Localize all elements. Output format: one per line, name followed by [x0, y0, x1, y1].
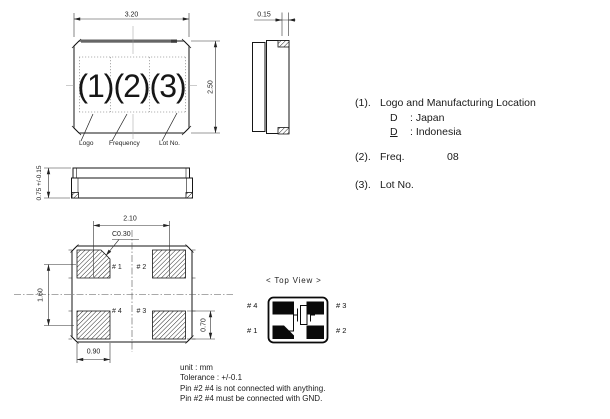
top-view	[269, 298, 328, 343]
dim-body-height: 2.50	[207, 80, 214, 94]
footnote-tolerance: Tolerance : +/-0.1	[180, 373, 243, 382]
top-pad-label-4: # 4	[247, 301, 258, 310]
dim-pad-pitch-x: 2.10	[123, 215, 137, 223]
pad-front-left	[72, 193, 79, 199]
top-pad-label-2: # 2	[336, 326, 347, 335]
note-1-title: Logo and Manufacturing Location	[380, 96, 536, 109]
callout-logo: Logo	[79, 139, 94, 147]
dim-pad-pitch-y: 1.60	[37, 287, 44, 302]
bottom-pad-label-2: # 2	[136, 263, 147, 271]
bottom-pad-label-4: # 4	[112, 307, 122, 315]
dim-castellation: 0.15	[257, 11, 271, 19]
center-lines	[14, 230, 233, 352]
pad-2	[153, 250, 186, 278]
note-1-japan-value: : Japan	[410, 112, 445, 124]
top-pad-label-1: # 1	[247, 326, 258, 335]
marking-text: (1)(2)(3)	[77, 68, 186, 104]
dim-chamfer: C0.30	[112, 231, 131, 238]
top-pad-3	[307, 302, 325, 315]
side-view-right	[253, 13, 296, 135]
top-view-title: < Top View >	[266, 276, 322, 285]
footnote-pin-gnd: Pin #2 #4 must be connected with GND.	[180, 394, 323, 403]
note-3-title: Lot No.	[380, 179, 414, 191]
castellation-pad-bottom	[278, 128, 289, 135]
lid-side	[253, 43, 266, 132]
base-front	[72, 178, 193, 198]
note-1-japan-code: D	[390, 112, 398, 124]
callout-leaders	[81, 113, 177, 141]
note-2-value: 08	[447, 151, 459, 163]
lid-shading	[81, 40, 177, 43]
note-3-index: (3).	[355, 179, 371, 191]
callout-lot-no: Lot No.	[159, 139, 180, 147]
bottom-view	[14, 221, 233, 363]
top-pad-label-3: # 3	[336, 301, 347, 310]
top-pad-2	[307, 326, 325, 340]
pad-4	[77, 311, 110, 339]
footnote-unit: unit : mm	[180, 362, 213, 372]
base-side	[267, 41, 290, 134]
footnote-pin-nc: Pin #2 #4 is not connected with anything.	[180, 383, 326, 393]
note-2-title: Freq.	[380, 151, 405, 163]
dim-pad-height: 0.70	[200, 318, 207, 332]
castellation-pad-top	[278, 41, 289, 48]
note-1-index: (1).	[355, 96, 371, 109]
lid-front	[73, 168, 190, 178]
bottom-pad-label-3: # 3	[136, 307, 147, 315]
dim-body-width: 3.20	[124, 11, 139, 18]
dim-pad-width: 0.90	[86, 348, 101, 356]
note-1-indonesia-value: : Indonesia	[410, 125, 462, 138]
callout-frequency: Frequency	[109, 139, 140, 147]
note-1-indonesia-code: D	[390, 125, 398, 138]
pad-front-right	[186, 193, 193, 199]
note-2-index: (2).	[355, 151, 371, 163]
side-view-front	[44, 168, 193, 198]
dim-body-thickness: 0.75 +/-0.15	[35, 165, 43, 201]
bottom-pad-label-1: # 1	[112, 263, 122, 271]
pad-3	[153, 311, 186, 339]
top-pad-4	[273, 302, 295, 315]
